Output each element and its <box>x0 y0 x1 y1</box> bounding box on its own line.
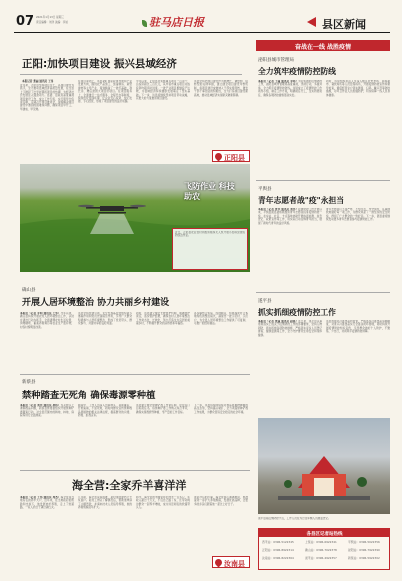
zhengyang-title: 正阳:加快项目建设 振兴县域经济 <box>22 58 177 70</box>
service-box-header <box>259 529 390 537</box>
page-number: 07 <box>16 14 35 29</box>
service-entry: 确山站：0396-7022378 <box>305 548 337 552</box>
service-entry: 正阳站：0396-8922314 <box>262 548 294 552</box>
pingyu-title: 青年志愿者战"疫"永担当 <box>258 196 345 205</box>
biyang-kicker: 泌阳县城市管理局 <box>258 58 294 63</box>
service-box <box>258 528 390 570</box>
left-rule-1 <box>20 374 250 375</box>
bottom-badge <box>212 556 250 568</box>
zhengyang-col-4: 该县坚持把项目建设作为稳增长、调结构、促转型的关键举措，建立健全项目建设考核机制，将项目建设成效纳入干部实绩考核，激发干部干事创业的积极性，全力打造项目建设新高地，推动县域经济实现新突破新跨越。 <box>194 80 248 97</box>
suiping-photo-caption: 遂平县某疫情防控卡点，工作人员在为过往车辆人员测温登记。 <box>258 517 331 520</box>
zhengyang-col-2: 在项目谋划上，该县紧盯国家政策导向和产业发展方向，围绕农产品加工、装备制造、新型建材等主导产业，谋划储备了一批打基础、利长远、增后劲的大项目好项目。在项目服务上，全面推行一站式服务、全程代办等制度，持续优化营商环境，让企业安心投资、放心发展、专心经营，形成了项目建设的良好氛围。 <box>78 80 132 104</box>
service-entry: 平舆站：0396-5022356 <box>348 540 380 544</box>
service-entry: 上蔡站：0396-6922341 <box>305 540 337 544</box>
section-title: 县区新闻 <box>322 18 366 31</box>
bottom-col-1: 本报讯（记者 王伟 通讯员 周杰）海全营是当地有名的养羊大户，近年来，在当地政府的帮助和支持下，他发展肉羊养殖，走上了致富路，一家人的日子越过越红火。 <box>20 496 74 510</box>
paper-logo <box>142 14 204 30</box>
leaf-logo-icon <box>142 20 147 27</box>
paper-logo-text: 驻马店日报 <box>149 16 204 29</box>
zhengyang-badge-text: 正阳县 <box>224 153 245 162</box>
queshan-byline: 本报讯（记者 李明 通讯员 王华） <box>20 312 61 315</box>
editor-line: 责任编辑：刘洋 美编：李旭 <box>36 21 68 24</box>
zhengyang-byline: 本报记者 张丽 通讯员 王伟 <box>22 80 54 83</box>
biyang-byline: 本报讯（记者 王丽 通讯员 李明） <box>258 80 299 83</box>
suiping-body-2: 该县加强对冷链食品的监管，严格落实冷链食品追溯制度，对进口冷链食品实行全链条闭环管理，同时持续开展疫情防控知识宣传，引导群众做好个人防护，不聚集、少出行，共同筑牢疫情防控屏障。 <box>326 320 390 334</box>
xincai-title: 禁种踏查无死角 确保毒源零种植 <box>22 390 156 401</box>
queshan-col-4: 各乡镇结合实际，因地制宜，积极探索符合本地特色的整治模式，涌现出一批示范村、示范户，为全县人居环境整治工作提供了可复制、可推广的经验做法。 <box>194 312 248 326</box>
zhengyang-badge <box>212 150 250 162</box>
top-banner <box>256 40 390 51</box>
photo-caption-box <box>172 228 248 270</box>
photo-caption-text: 近日，正阳县农业农村局组织植保无人机开展小麦病虫害统防统治作业。 <box>175 231 245 238</box>
pingyu-byline: 本报讯（记者 张华 通讯员 刘洋） <box>258 208 299 211</box>
xincai-col-1: 本报讯（记者 刘洋 通讯员 孙伟）为从源头上遏制毒品问题，新蔡县禁毒委组织开展禁种铲毒踏查行动，对全县范围内的耕地、林地、庭院等进行全面排查。 <box>20 404 74 418</box>
suiping-tent-photo <box>258 418 390 514</box>
pingyu-kicker: 平舆县 <box>258 187 272 192</box>
biyang-body-1: 本报讯（记者 王丽 通讯员 李明）为切实做好疫情防控工作，泌阳县城市管理局高度重视，迅速行动，多措并举，全力筑牢疫情防控防线。该局成立了疫情防控工作领导小组，制定工作方案，明确责任分工，压实防控责任，确保各项防控措施落到实处。 <box>258 80 322 97</box>
tent-icon <box>258 418 390 514</box>
service-entry: 新蔡站：0396-5922302 <box>348 556 380 560</box>
queshan-col-2: 该县坚持党建引领，充分发挥基层党组织战斗堡垒作用和党员先锋模范作用，引导广大群众积极参与人居环境整治，形成了党员带头、群众参与、共建共享的良好局面。 <box>78 312 132 326</box>
left-rule-2 <box>20 470 250 471</box>
xincai-col-4: 下一步，该县将持续保持对毒品原植物种植的高压态势，坚持露头就打，全力巩固禁种铲毒工作成果，为群众营造安全稳定的社会环境。 <box>194 404 248 414</box>
date-line: 2021年1月13日 星期三 <box>36 16 64 19</box>
bottom-col-3: 如今，海全营的羊圈里存栏肉羊一百多只，年收入超过十万元，不仅自己脱了贫，还带动周边群众一起养羊增收，成为远近闻名的致富带头人。 <box>136 496 190 510</box>
pingyu-body-2: 青年志愿者们不畏严寒、不怕辛苦，坚守岗位，认真细致地做好每一项工作，为群众筑起了一道坚实的安全防线，得到了广大群众的一致好评。下一步，团县委将继续发动更多青年志愿者参与疫情防控工作。 <box>326 208 390 222</box>
masthead <box>14 12 390 38</box>
location-pin-icon <box>214 558 224 568</box>
xincai-col-3: 该县建立健全禁种铲毒工作责任制，层层签订目标责任书，将禁种铲毒工作纳入综合考评，确保实现毒源零种植、零产量的工作目标。 <box>136 404 190 414</box>
service-entry: 汝南站：0396-8222364 <box>262 556 294 560</box>
queshan-col-1: 本报讯（记者 李明 通讯员 王华）今年以来，确山县持续开展农村人居环境整治工作，以村庄清洁行动为抓手，全面清理农村生活垃圾、沟渠塘坝、畜禽养殖粪污等农业生产废弃物，村容村貌明显改善。 <box>20 312 74 329</box>
top-banner-text: 奋战在一线 战胜疫情 <box>294 44 352 51</box>
right-rule-1 <box>256 180 390 181</box>
zhengyang-rule <box>20 74 242 75</box>
xincai-byline: 本报讯（记者 刘洋 通讯员 孙伟） <box>20 404 61 407</box>
suiping-title: 抓实抓细疫情防控工作 <box>258 308 336 317</box>
location-pin-icon <box>214 152 224 162</box>
bottom-badge-text: 汝南县 <box>224 559 245 568</box>
service-box-title: 各县区记者站热线 <box>306 531 343 537</box>
suiping-body-1: 本报讯（记者 张丽 通讯员 赵强）连日来，遂平县认真贯彻落实上级关于疫情防控工作的部署要求，坚持人物同防，抓实抓细各项防控措施，严格落实返乡人员登记排查、健康监测等工作，全力守护群众生命安全和身体健康。 <box>258 320 322 337</box>
queshan-title: 开展人居环境整治 协力共丽乡村建设 <box>22 298 170 308</box>
section-triangle-icon <box>307 17 316 27</box>
pingyu-body-1: 本报讯（记者 张华 通讯员 刘洋）疫情防控工作开展以来，平舆县团县委积极组织青年志愿者投身疫情防控一线，在车站、社区、卡点等地协助开展体温检测、信息登记、政策宣传等工作，用实际行动诠释青年担当，展现了新时代青年的良好风貌。 <box>258 208 322 225</box>
zhengyang-col-3: 今年以来，正阳县共实施重点项目一百余个，总投资超过三百亿元，其中省市重点项目完成投资均超序时进度。一批产业项目相继投产达效，为县域经济持续健康发展奠定了坚实基础。下一步，该县将继续坚持项目带动战略，以更大的力度推进项目建设。 <box>136 80 190 101</box>
bottom-title: 海全营:全家乔羊喜洋洋 <box>72 479 187 492</box>
service-entry: 遂平站：0396-4922357 <box>305 556 337 560</box>
zhengyang-col-1: 近年来，正阳县坚持项目为王，以项目建设为抓手，全力推动县域经济高质量发展，在全县上下掀起了比学赶超抓项目的热潮，为经济社会发展注入强劲动力。县委、县政府高度重视项目建设工作，成立工作专班，实行领导分包责任制，定期召开项目推进会，现场解决项目建设中遇到的困难和问题，确保项目早开工、早建成、早见效。 <box>20 84 74 111</box>
bottom-col-2: 几年前，海全营家庭困难，是村里的建档立卡贫困户。驻村工作队了解情况后，帮助他申请了小额贷款，并请来技术人员指导养殖，他的养殖规模逐年扩大。 <box>78 496 132 510</box>
suiping-byline: 本报讯（记者 张丽 通讯员 赵强） <box>258 320 299 323</box>
biyang-body-2: 同时，该局组织执法人员深入辖区农贸市场、商场超市、餐饮场所等人员密集场所，开展疫情防控宣传和督导检查，督促经营业户落实测温、扫码、戴口罩等防控措施，对环卫作业人员加强防护，切实保障一线人员身体健康。 <box>326 80 390 97</box>
photo-caption-title: 飞防作业 科技助农 <box>184 182 235 201</box>
masthead-rule <box>14 32 390 33</box>
xincai-kicker: 新蔡县 <box>22 380 36 385</box>
service-entry: 泌阳站：0396-7922390 <box>348 548 380 552</box>
bottom-byline: 本报讯（记者 王伟 通讯员 周杰） <box>20 496 61 499</box>
xincai-col-2: 踏查中，工作人员深入田间地头、房前屋后，仔细查看，不留死角，同时向群众宣传禁种毒品原植物的相关法律法规，提高群众的识毒、防毒、拒毒意识。 <box>78 404 132 418</box>
biyang-title: 全力筑牢疫情防控防线 <box>258 67 336 76</box>
bottom-col-4: 谈起今后的打算，海全营信心满满地说，他准备进一步扩大养殖规模，发展优质品种，让更多的乡亲们跟着他一起过上好日子。 <box>194 496 248 506</box>
right-rule-2 <box>256 292 390 293</box>
queshan-kicker: 确山县 <box>22 288 36 293</box>
queshan-col-3: 同时，该县建立健全长效管护机制，明确管护责任，落实管护经费，确保农村人居环境整治工作常态化、长效化，努力打造生态宜居的美丽乡村，不断提升群众的获得感和幸福感。 <box>136 312 190 326</box>
suiping-kicker: 遂平县 <box>258 299 272 304</box>
service-entry: 西平站：0396-5122345 <box>262 540 294 544</box>
